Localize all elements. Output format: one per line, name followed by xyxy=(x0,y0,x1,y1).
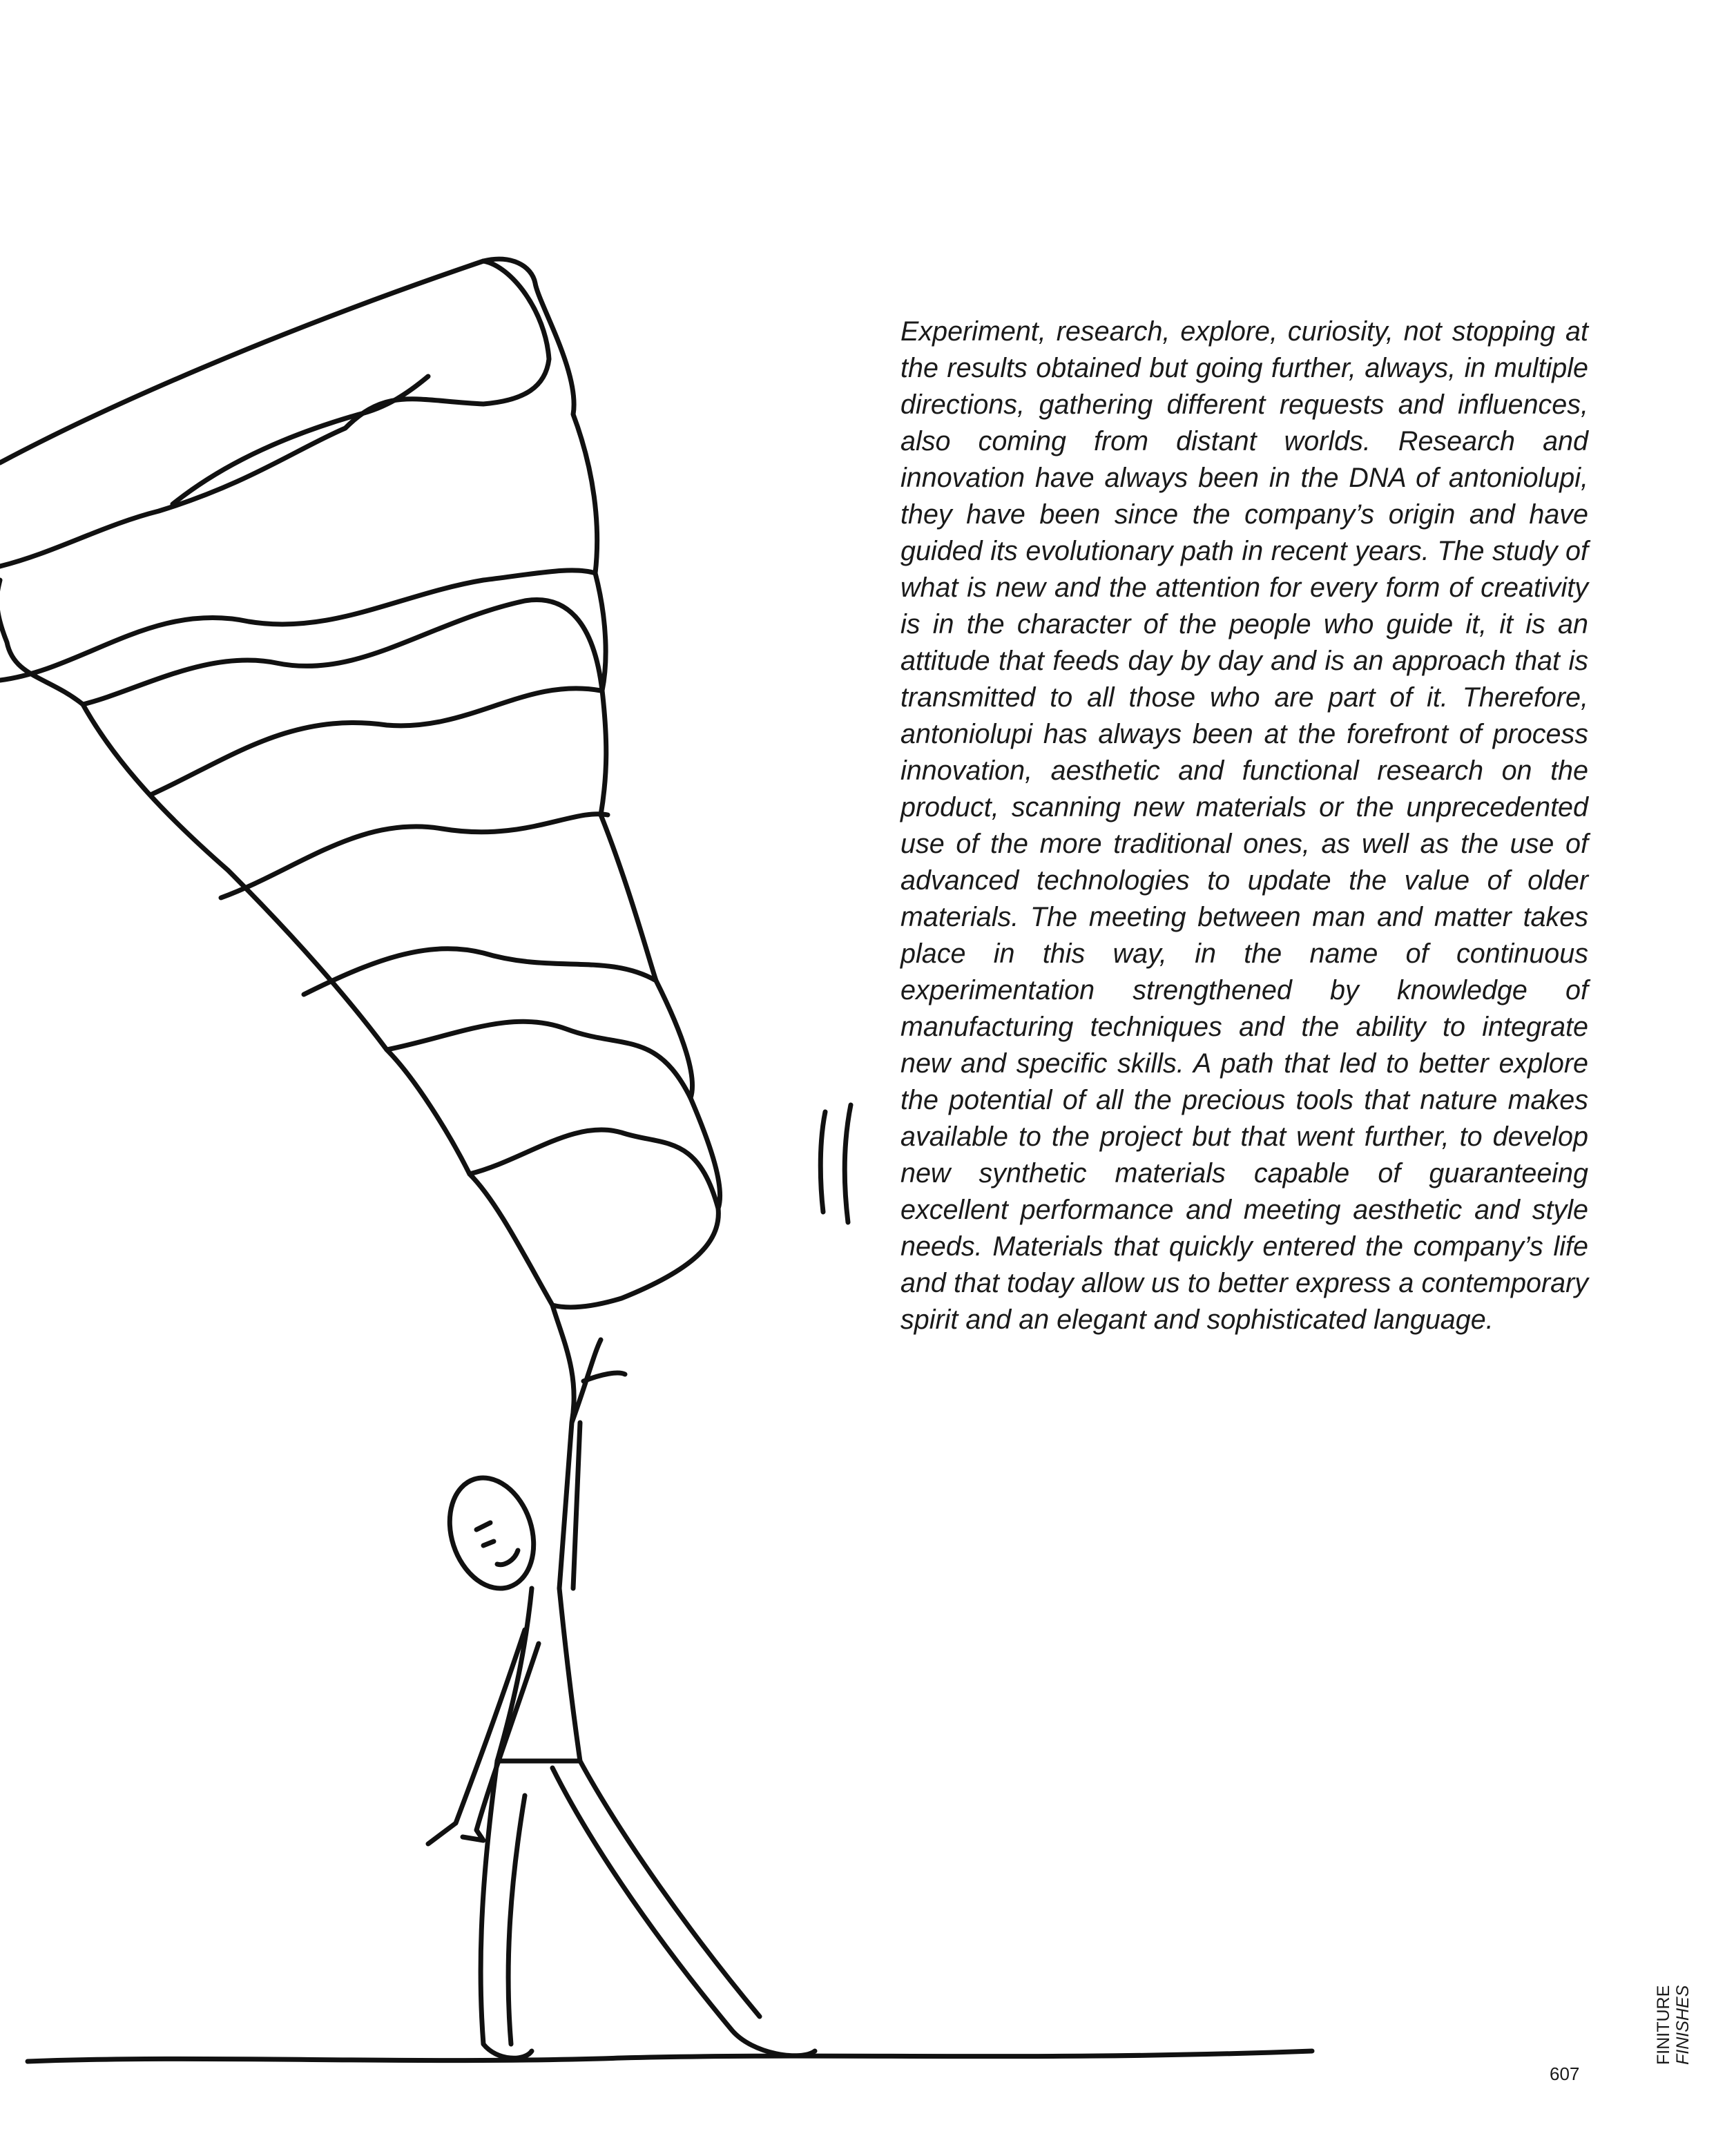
cone-band-7 xyxy=(470,1130,718,1209)
cone-rim xyxy=(0,261,549,566)
cone-band-3 xyxy=(152,689,601,794)
cone-band-5 xyxy=(304,949,656,994)
figure-head xyxy=(436,1467,547,1599)
raised-arm xyxy=(552,1305,625,1588)
section-label-english: FINISHES xyxy=(1673,1985,1693,2065)
cone-band-4 xyxy=(221,814,608,898)
motion-marks xyxy=(820,1105,851,1222)
ground-line xyxy=(28,2051,1312,2061)
cone-band-6 xyxy=(387,1021,691,1098)
figure-legs xyxy=(481,1761,815,2058)
cone-inner-rim xyxy=(173,376,428,504)
figure-face xyxy=(476,1523,518,1565)
page-number: 607 xyxy=(1550,2063,1580,2084)
section-label xyxy=(1654,1985,1693,2065)
body-paragraph: Experiment, research, explore, curiosity, not stopping at the results obtained but going further, always, in multiple directions, gathering different requests and influences, also coming from distant worlds. Research and innovation have always been in the DNA of antoniolupi, they have been since the company’s origin and have guided its evolutionary path in recent years. The study of what is new and the attention for every form of creativity is in the character of the people who guide it, it is an attitude that feeds day by day and is an approach that is transmitted to all those who are part of it. Therefore, antoniolupi has always been at the forefront of process innovation, aesthetic and functional research on the product, scanning new materials or the unprecedented use of the more traditional ones, as well as the use of advanced technologies to update the value of older materials. The meeting between man and matter takes place in this way, in the name of continuous experimentation strengthened by knowledge of manufacturing techniques and the ability to integrate new and specific skills. A path that led to better explore the potential of all the precious tools that nature makes available to the project but that went further, to develop new synthetic materials capable of guaranteeing excellent performance and meeting aesthetic and style needs. Materials that quickly entered the company’s life and that today allow us to better express a contemporary spirit and an elegant and sophisticated language. xyxy=(900,316,1588,1335)
section-label-italian: FINITURE xyxy=(1654,1985,1673,2065)
